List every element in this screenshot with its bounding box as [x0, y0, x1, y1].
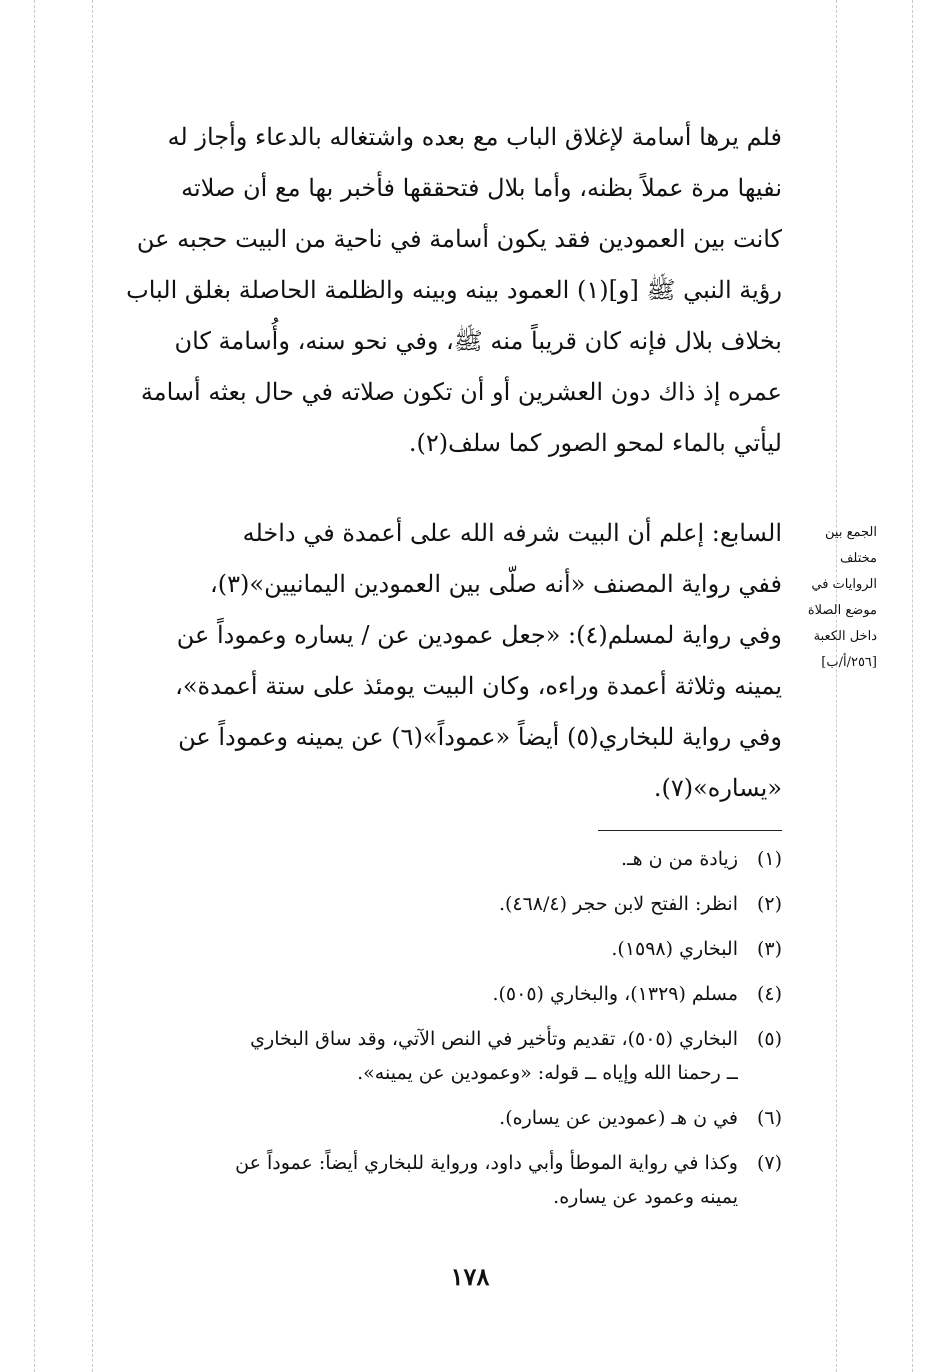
- footnote: [108, 1101, 782, 1135]
- footnote-line: وكذا في رواية الموطأ وأبي داود، ورواية للبخاري أيضاً: عموداً عن: [235, 1152, 738, 1174]
- text-line: نفيها مرة عملاً بظنه، وأما بلال فتحققها فأخبر بها مع أن صلاته: [181, 174, 782, 202]
- margin-note-line: داخل الكعبة: [813, 629, 877, 644]
- footnote-text: [108, 887, 738, 921]
- scan-artifact-line: [912, 0, 913, 1372]
- scan-artifact-line: [836, 0, 837, 1372]
- footnote-text: [108, 977, 738, 1011]
- footnote: [108, 932, 782, 966]
- footnote-line: يمينه وعمود عن يساره.: [553, 1186, 738, 1208]
- footnote-line: البخاري (١٥٩٨).: [611, 938, 738, 960]
- margin-note-line: موضع الصلاة: [807, 603, 877, 618]
- footnote: [108, 1022, 782, 1090]
- footnote-number: (٦): [756, 1107, 782, 1129]
- footnote-line: انظر: الفتح لابن حجر (٤٦٨/٤).: [498, 893, 738, 915]
- footnote-number: (٤): [756, 983, 782, 1005]
- text-line: ففي رواية المصنف «أنه صلّى بين العمودين اليمانيين»(٣)،: [210, 570, 782, 598]
- footnote-number: (٢): [756, 893, 782, 915]
- scan-artifact-line: [34, 0, 35, 1372]
- footnote-line: في ن هـ (عمودين عن يساره).: [499, 1107, 738, 1129]
- margin-note-line: مختلف: [839, 551, 877, 566]
- text-line: «يساره»(٧).: [653, 774, 782, 802]
- footnote-text: [108, 1101, 738, 1135]
- paragraph-1: [108, 112, 782, 469]
- text-line: عمره إذ ذاك دون العشرين أو أن تكون صلاته في حال بعثه أسامة: [140, 378, 782, 406]
- footnote-line: زيادة من ن هـ.: [620, 848, 738, 870]
- text-line: كانت بين العمودين فقد يكون أسامة في ناحية من البيت حجبه عن: [136, 225, 782, 253]
- footnote-number: (٧): [756, 1152, 782, 1174]
- footnote: [108, 1146, 782, 1214]
- paragraph-2: [108, 508, 782, 814]
- text-line: وفي رواية لمسلم(٤): «جعل عمودين عن / يساره وعموداً عن: [176, 621, 782, 649]
- footnote-divider: [598, 830, 782, 831]
- footnote-text: [108, 1022, 738, 1090]
- footnote-line: ــ رحمنا الله وإياه ــ قوله: «وعمودين عن يمينه».: [357, 1062, 738, 1084]
- page-number: ١٧٨: [450, 1262, 490, 1291]
- text-line: السابع: إعلم أن البيت شرفه الله على أعمدة في داخله: [242, 519, 782, 547]
- footnote-text: [108, 1146, 738, 1214]
- text-line: فلم يرها أسامة لإغلاق الباب مع بعده واشتغاله بالدعاء وأجاز له: [167, 123, 782, 151]
- footnote: [108, 842, 782, 876]
- margin-note-line: الجمع بين: [825, 525, 877, 540]
- scan-artifact-line: [92, 0, 93, 1372]
- text-line: ليأتي بالماء لمحو الصور كما سلف(٢).: [408, 429, 782, 457]
- margin-note-line: [٢٥٦/أ/ب]: [821, 655, 877, 670]
- footnote-text: [108, 842, 738, 876]
- footnote-number: (١): [756, 848, 782, 870]
- text-line: يمينه وثلاثة أعمدة وراءه، وكان البيت يومئذ على ستة أعمدة»،: [175, 672, 782, 700]
- margin-note: [785, 520, 877, 676]
- footnote-text: [108, 932, 738, 966]
- footnote-line: البخاري (٥٠٥)، تقديم وتأخير في النص الآتي، وقد ساق البخاري: [250, 1028, 738, 1050]
- text-line: بخلاف بلال فإنه كان قريباً منه ﷺ، وفي نحو سنه، وأُسامة كان: [174, 327, 782, 355]
- text-line: وفي رواية للبخاري(٥) أيضاً «عموداً»(٦) عن يمينه وعموداً عن: [178, 723, 782, 751]
- footnote-number: (٥): [756, 1028, 782, 1050]
- margin-note-line: الروايات في: [811, 577, 877, 592]
- footnote: [108, 977, 782, 1011]
- footnote: [108, 887, 782, 921]
- footnote-number: (٣): [756, 938, 782, 960]
- text-line: رؤية النبي ﷺ [و](١) العمود بينه وبينه والظلمة الحاصلة بغلق الباب: [126, 276, 782, 304]
- footnotes: [108, 842, 782, 1225]
- footnote-line: مسلم (١٣٢٩)، والبخاري (٥٠٥).: [492, 983, 738, 1005]
